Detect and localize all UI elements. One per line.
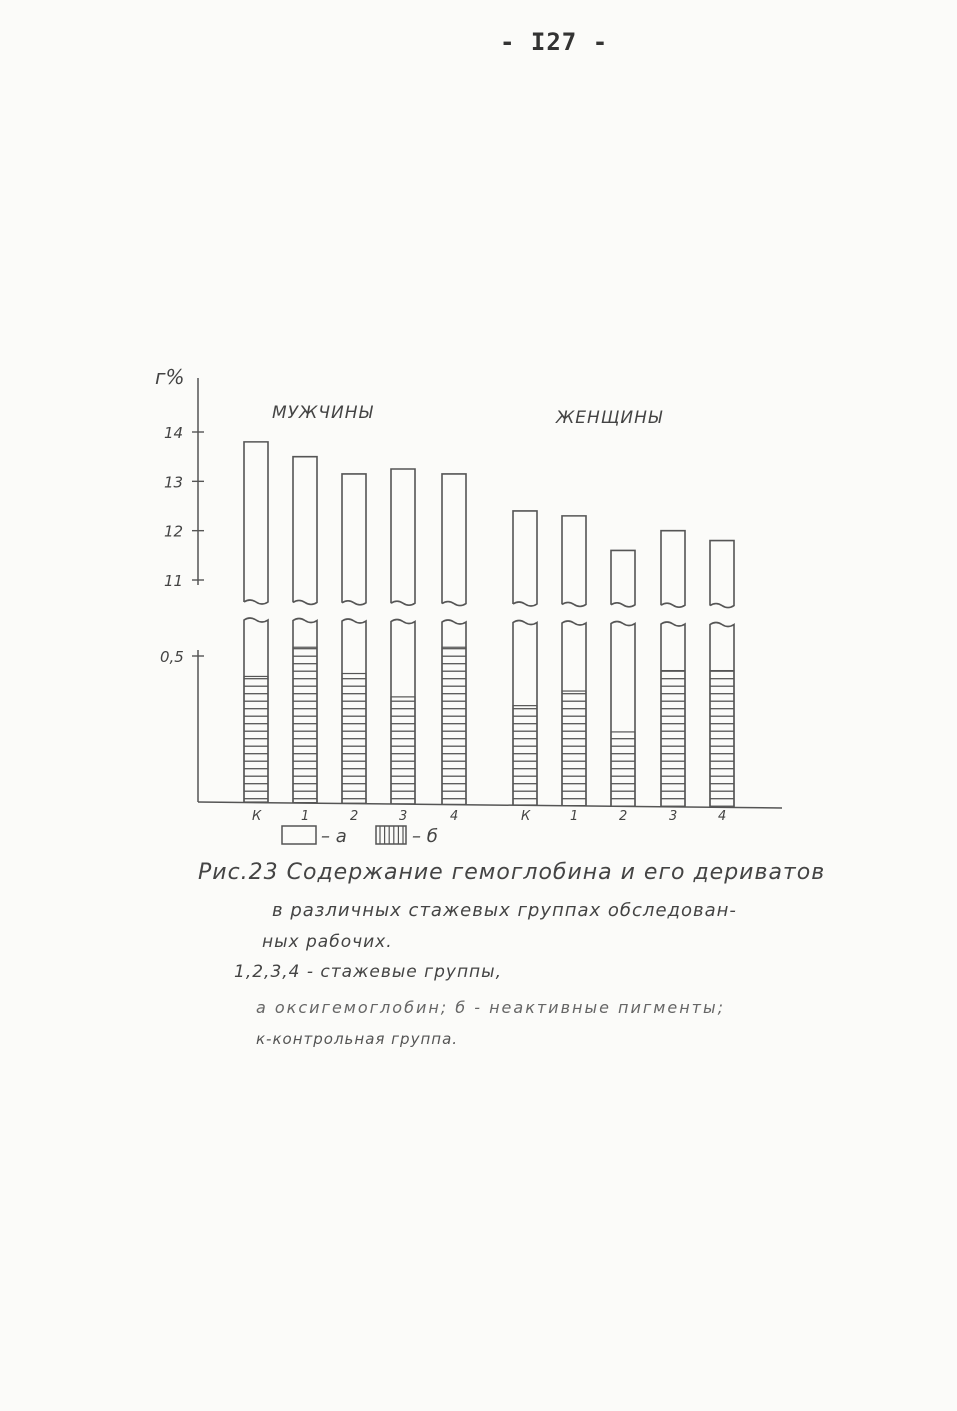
bar-b-3 bbox=[391, 697, 415, 804]
y-tick-label-upper-2: 12 bbox=[164, 522, 184, 541]
legend-label-a: – а bbox=[321, 826, 347, 847]
caption-line-6: к-контрольная группа. bbox=[256, 1030, 459, 1048]
x-tick-label-0: К bbox=[252, 809, 262, 824]
bar-a-4 bbox=[442, 474, 466, 606]
caption-line-4: 1,2,3,4 - стажевые группы, bbox=[234, 962, 503, 982]
bar-a-8 bbox=[661, 531, 685, 608]
legend-swatch-a bbox=[282, 826, 316, 844]
bar-b-5 bbox=[513, 706, 537, 805]
bar-b-4 bbox=[442, 647, 466, 804]
bar-a-1 bbox=[293, 457, 317, 605]
x-tick-label-3: 3 bbox=[399, 809, 408, 824]
bar-b-9 bbox=[710, 671, 734, 808]
group-label-men: МУЖЧИНЫ bbox=[272, 403, 374, 423]
x-tick-label-5: К bbox=[521, 809, 531, 824]
x-tick-label-6: 1 bbox=[570, 809, 579, 824]
y-tick-label-upper-1: 13 bbox=[164, 473, 184, 492]
y-tick-label-upper-0: 14 bbox=[164, 424, 184, 442]
x-tick-label-2: 2 bbox=[350, 809, 359, 824]
bar-a-5 bbox=[513, 511, 537, 606]
legend-swatch-b-hatch bbox=[380, 826, 403, 844]
legend bbox=[282, 826, 438, 847]
x-tick-labels bbox=[252, 809, 726, 824]
bar-a-9 bbox=[710, 541, 734, 608]
bar-a-7 bbox=[611, 550, 635, 606]
x-tick-label-8: 3 bbox=[669, 809, 678, 824]
caption-title: Рис.23 Содержание гемоглобина и его дериватов bbox=[198, 860, 826, 885]
x-tick-label-9: 4 bbox=[718, 809, 727, 824]
bar-b-0 bbox=[244, 676, 268, 802]
legend-label-b: – б bbox=[412, 826, 438, 847]
page-number: - I27 - bbox=[500, 28, 609, 56]
bar-a-3 bbox=[391, 469, 415, 605]
bar-b-7 bbox=[611, 732, 635, 806]
y-tick-label-lower-0: 0,5 bbox=[160, 648, 184, 666]
y-tick-label-upper-3: 11 bbox=[164, 572, 184, 590]
bar-a-2 bbox=[342, 474, 366, 605]
x-tick-label-4: 4 bbox=[450, 809, 459, 824]
x-axis bbox=[198, 802, 782, 808]
bar-b-6 bbox=[562, 691, 586, 806]
bars bbox=[244, 442, 734, 808]
bar-b-2 bbox=[342, 674, 366, 804]
caption-line-5: а оксигемоглобин; б - неактивные пигменты; bbox=[256, 998, 726, 1017]
x-tick-label-7: 2 bbox=[619, 809, 628, 824]
x-tick-label-1: 1 bbox=[301, 809, 310, 824]
bar-a-0 bbox=[244, 442, 268, 604]
y-axis-unit: г% bbox=[155, 365, 185, 389]
bar-b-8 bbox=[661, 671, 685, 807]
bar-a-6 bbox=[562, 516, 586, 607]
caption-line-2: в различных стажевых группах обследован- bbox=[272, 900, 737, 921]
bar-b-1 bbox=[293, 647, 317, 802]
caption-line-3: ных рабочих. bbox=[262, 932, 393, 952]
group-label-women: ЖЕНЩИНЫ bbox=[556, 408, 663, 428]
